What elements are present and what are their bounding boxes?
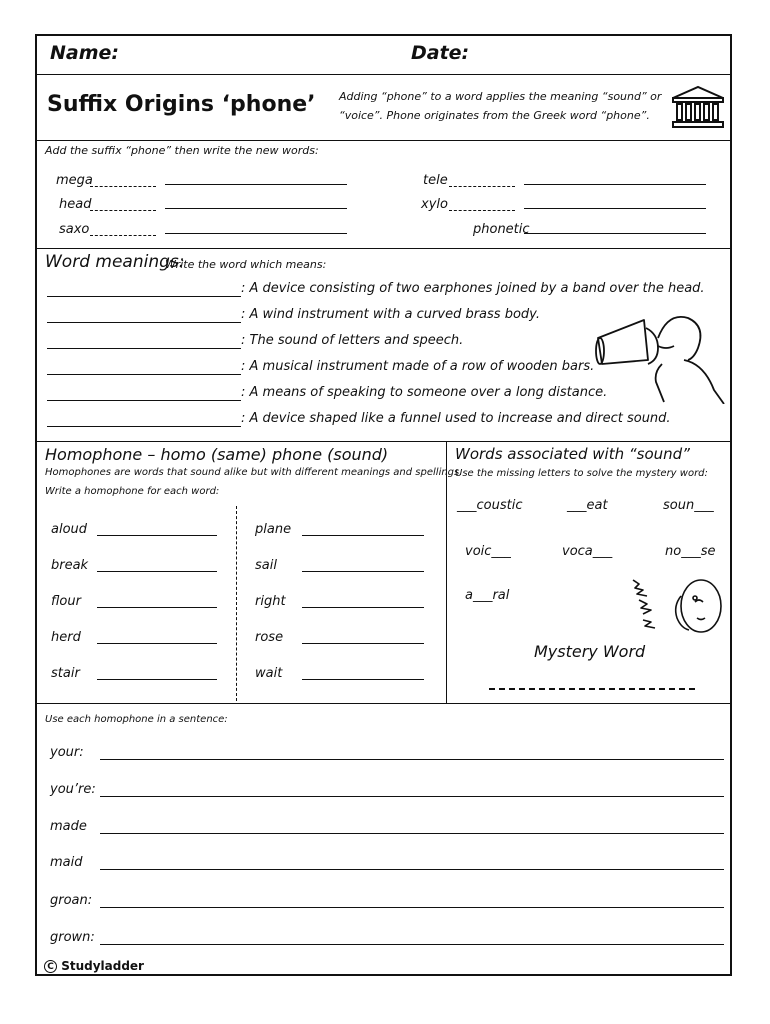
homophone-word: rose (255, 630, 284, 645)
sentence-word: groan: (50, 893, 93, 908)
answer-line[interactable] (524, 208, 706, 209)
sound-instruction: Use the missing letters to solve the mystery word: (455, 468, 708, 479)
homophone-word: stair (51, 666, 80, 681)
sentence-line[interactable] (100, 907, 724, 908)
intro-text-1: Adding “phone” to a word applies the meaning “sound” or (339, 90, 662, 103)
sound-word: no___se (665, 544, 716, 559)
suffix-word: xylo (421, 197, 448, 212)
building-icon (669, 84, 727, 130)
megaphone-person-icon (592, 298, 732, 404)
sentence-line[interactable] (100, 944, 724, 945)
sentence-instruction: Use each homophone in a sentence: (45, 714, 228, 725)
homophone-word: right (255, 594, 286, 609)
answer-line[interactable] (165, 184, 347, 185)
answer-line[interactable] (524, 184, 706, 185)
copyright-footer (44, 959, 144, 973)
answer-line[interactable] (47, 374, 241, 375)
homophone-word: wait (255, 666, 283, 681)
sentence-line[interactable] (100, 869, 724, 870)
name-label: Name: (50, 42, 120, 64)
sound-word: voic___ (465, 544, 511, 559)
meaning-item: : A device consisting of two earphones joined by a band over the head. (241, 281, 705, 296)
mystery-word-label: Mystery Word (534, 642, 646, 661)
meaning-item: : A means of speaking to someone over a long distance. (241, 385, 608, 400)
sound-word: ___coustic (457, 498, 523, 513)
ear-listening-icon (625, 574, 725, 636)
answer-line[interactable] (47, 296, 241, 297)
sound-word: voca___ (562, 544, 613, 559)
suffix-word: saxo (59, 222, 90, 237)
homophone-word: herd (51, 630, 81, 645)
answer-line[interactable] (302, 643, 424, 644)
brand-name: Studyladder (61, 959, 144, 973)
meaning-item: : A wind instrument with a curved brass body. (241, 307, 540, 322)
answer-line[interactable] (97, 607, 217, 608)
sound-word: ___eat (567, 498, 608, 513)
answer-line[interactable] (302, 607, 424, 608)
homophone-word: flour (51, 594, 81, 609)
homophone-word: plane (255, 522, 292, 537)
meaning-item: : A musical instrument made of a row of wooden bars. (241, 359, 595, 374)
date-label: Date: (411, 42, 470, 64)
meaning-item: : The sound of letters and speech. (241, 333, 464, 348)
homophone-instruction: Write a homophone for each word: (45, 486, 220, 497)
copyright-icon: C (44, 960, 57, 973)
sentence-word: maid (50, 855, 83, 870)
answer-line[interactable] (302, 535, 424, 536)
sound-word: a___ral (465, 588, 510, 603)
intro-text-2: “voice”. Phone originates from the Greek word “phone”. (339, 109, 650, 122)
worksheet (35, 34, 732, 976)
sound-word: soun___ (663, 498, 714, 513)
suffix-word: tele (423, 173, 448, 188)
answer-line[interactable] (97, 643, 217, 644)
homophone-heading: Homophone – homo (same) phone (sound) (45, 445, 389, 464)
answer-line[interactable] (47, 322, 241, 323)
answer-line[interactable] (302, 571, 424, 572)
sentence-line[interactable] (100, 759, 724, 760)
homophone-word: sail (255, 558, 277, 573)
page-title: Suffix Origins ‘phone’ (47, 92, 316, 117)
answer-line[interactable] (165, 233, 347, 234)
suffix-word: phonetic (473, 222, 530, 237)
meanings-heading: Word meanings: (45, 252, 185, 272)
answer-line[interactable] (97, 679, 217, 680)
answer-line[interactable] (47, 426, 241, 427)
sentence-line[interactable] (100, 796, 724, 797)
answer-line[interactable] (97, 535, 217, 536)
sentence-word: your: (50, 745, 84, 760)
sentence-word: made (50, 819, 87, 834)
answer-line[interactable] (97, 571, 217, 572)
answer-line[interactable] (165, 208, 347, 209)
sound-heading: Words associated with “sound” (455, 445, 690, 463)
homophone-word: aloud (51, 522, 88, 537)
sentence-line[interactable] (100, 833, 724, 834)
meaning-item: : A device shaped like a funnel used to increase and direct sound. (241, 411, 671, 426)
answer-line[interactable] (47, 348, 241, 349)
suffix-word: head (59, 197, 92, 212)
answer-line[interactable] (47, 400, 241, 401)
sentence-word: you’re: (50, 782, 96, 797)
suffix-word: mega (56, 173, 93, 188)
mystery-word-answer[interactable] (489, 688, 695, 690)
suffix-instruction: Add the suffix “phone” then write the new words: (45, 144, 319, 157)
sentence-word: grown: (50, 930, 95, 945)
answer-line[interactable] (524, 233, 706, 234)
meanings-subheading: Write the word which means: (165, 258, 327, 271)
homophone-word: break (51, 558, 89, 573)
answer-line[interactable] (302, 679, 424, 680)
homophone-desc: Homophones are words that sound alike but with different meanings and spellings. (45, 467, 463, 478)
